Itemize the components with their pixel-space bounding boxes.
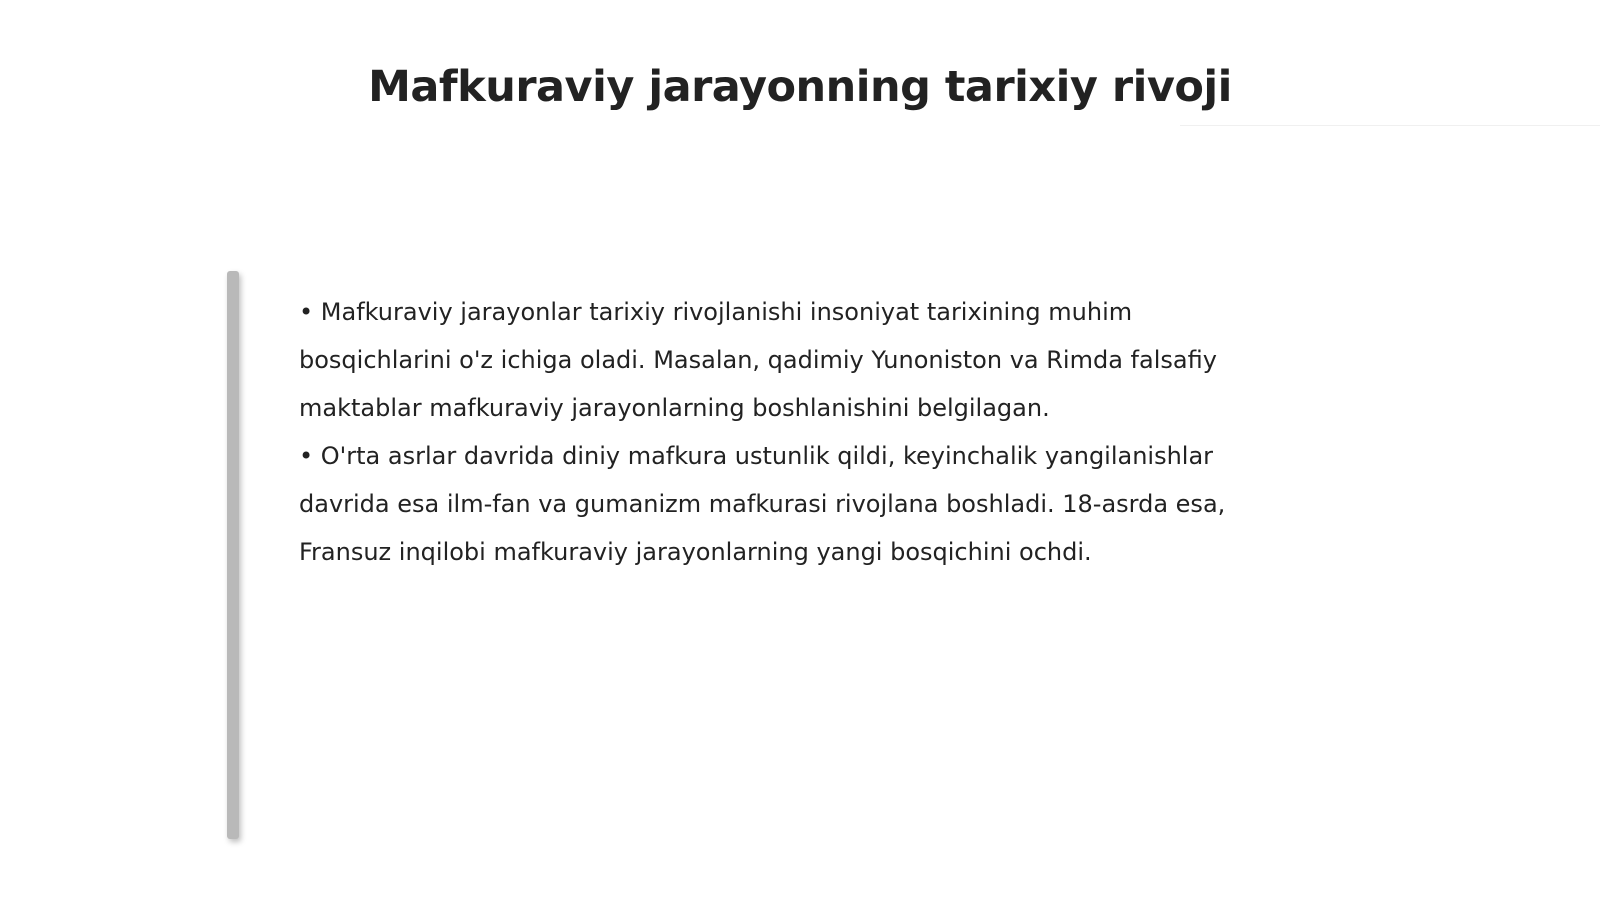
accent-bar <box>227 271 239 839</box>
header-divider <box>1180 125 1600 126</box>
bullet-paragraph: • Mafkuraviy jarayonlar tarixiy rivojlanishi insoniyat tarixining muhim bosqichlarini o'z ichiga oladi. Masalan, qadimiy Yunoniston va Rimda falsafiy maktablar mafkuraviy jarayonlarning boshlanishini belgilagan. <box>299 298 1217 422</box>
bullet-paragraph: • O'rta asrlar davrida diniy mafkura ustunlik qildi, keyinchalik yangilanishlar davrida esa ilm-fan va gumanizm mafkurasi rivojlana boshladi. 18-asrda esa, Fransuz inqilobi mafkuraviy jarayonlarning yangi bosqichini ochdi. <box>299 442 1226 566</box>
slide-title: Mafkuraviy jarayonning tarixiy rivoji <box>368 62 1232 112</box>
slide-body <box>299 288 1279 576</box>
